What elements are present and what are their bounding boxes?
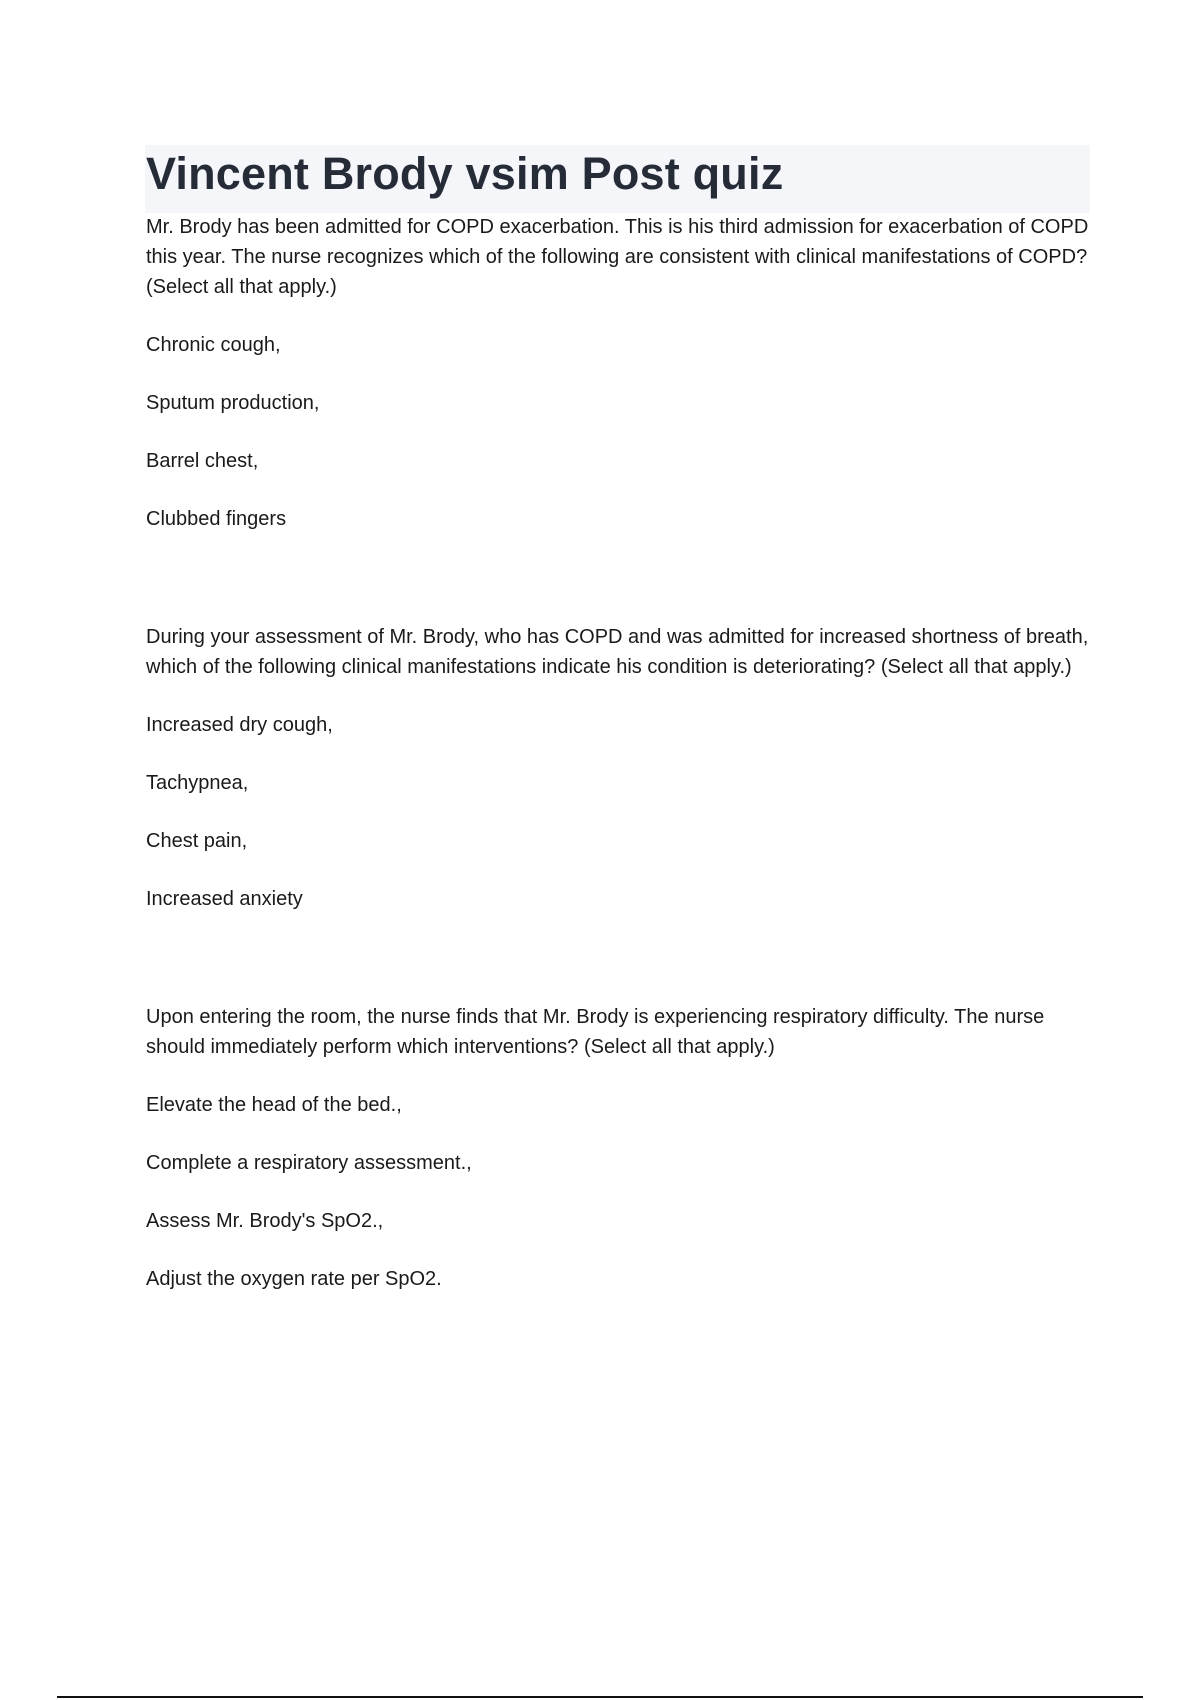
question-3-prompt: Upon entering the room, the nurse finds that Mr. Brody is experiencing respiratory difficulty. The nurse should immediately perform which interventions? (Select all that apply.): [146, 1006, 1045, 1058]
document-title: Vincent Brody vsim Post quiz: [146, 148, 784, 199]
answer-option: Clubbed fingers: [146, 508, 287, 530]
footer-divider: [57, 1696, 1143, 1698]
answer-option: Assess Mr. Brody's SpO2.,: [146, 1210, 384, 1232]
answer-option: Barrel chest,: [146, 450, 259, 472]
answer-option: Chest pain,: [146, 830, 248, 852]
question-1: [146, 212, 1096, 534]
question-2-prompt: During your assessment of Mr. Brody, who has COPD and was admitted for increased shortness of breath, which of the following clinical manifestations indicate his condition is deteriorating? (Select all that apply.): [146, 626, 1089, 678]
answer-option: Tachypnea,: [146, 772, 249, 794]
question-2-options: [146, 710, 1096, 914]
answer-option: Elevate the head of the bed.,: [146, 1094, 402, 1116]
question-1-prompt: Mr. Brody has been admitted for COPD exacerbation. This is his third admission for exacerbation of COPD this year. The nurse recognizes which of the following are consistent with clinical manifestations of COPD? (Select all that apply.): [146, 216, 1089, 298]
question-1-options: [146, 330, 1096, 534]
answer-option: Complete a respiratory assessment.,: [146, 1152, 472, 1174]
answer-option: Adjust the oxygen rate per SpO2.: [146, 1268, 442, 1290]
answer-option: Increased dry cough,: [146, 714, 333, 736]
quiz-content: [146, 212, 1096, 1294]
question-2: [146, 622, 1096, 914]
question-3: [146, 1002, 1096, 1294]
answer-option: Chronic cough,: [146, 334, 281, 356]
answer-option: Sputum production,: [146, 392, 320, 414]
question-3-options: [146, 1090, 1096, 1294]
answer-option: Increased anxiety: [146, 888, 303, 910]
